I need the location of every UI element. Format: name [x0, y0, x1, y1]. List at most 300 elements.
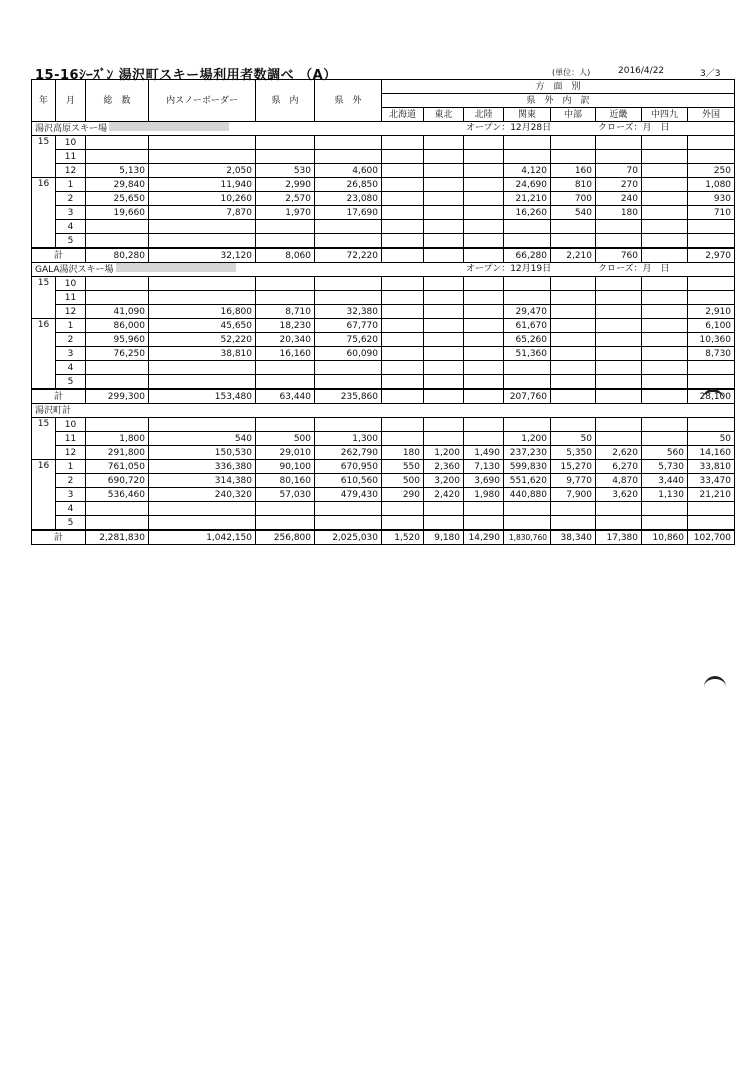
cell-in	[256, 150, 315, 164]
cell-hkr: 7,130	[464, 460, 504, 474]
cell-out: 60,090	[315, 347, 382, 361]
cell-hok: 500	[382, 474, 424, 488]
col-hokuriku: 北陸	[464, 108, 504, 122]
redacted-bar	[109, 122, 229, 131]
cell-for	[688, 502, 735, 516]
cell-hok	[382, 347, 424, 361]
cell-total: 291,800	[86, 446, 149, 460]
cell-hok	[382, 192, 424, 206]
cell-kan: 551,620	[504, 474, 551, 488]
cell-hok	[382, 277, 424, 291]
cell-kan	[504, 502, 551, 516]
cell-total	[86, 418, 149, 432]
month-cell: 4	[56, 361, 86, 375]
cell-kin: 2,620	[596, 446, 642, 460]
cell-kin: 180	[596, 206, 642, 220]
cell-chu: 160	[551, 164, 596, 178]
cell-out	[315, 150, 382, 164]
cell-hkr	[464, 206, 504, 220]
cell-for: 930	[688, 192, 735, 206]
cell-hkr	[464, 319, 504, 333]
cell-out	[315, 220, 382, 234]
cell-in: 500	[256, 432, 315, 446]
cell-chu	[551, 136, 596, 150]
table-row	[32, 446, 735, 460]
cell-kin	[596, 375, 642, 390]
report-date: 2016/4/22	[618, 66, 665, 76]
total-chu: 2,210	[551, 248, 596, 263]
cell-for	[688, 375, 735, 390]
col-out-pref: 県 外	[315, 80, 382, 122]
cell-kin: 270	[596, 178, 642, 192]
section-header	[32, 404, 735, 418]
cell-total: 690,720	[86, 474, 149, 488]
total-csk: 10,860	[642, 530, 688, 545]
cell-kin	[596, 333, 642, 347]
cell-snow	[149, 418, 256, 432]
total-toh	[424, 248, 464, 263]
cell-snow: 52,220	[149, 333, 256, 347]
cell-for	[688, 516, 735, 531]
total-row	[32, 530, 735, 545]
section-header-row	[32, 122, 735, 136]
cell-for: 6,100	[688, 319, 735, 333]
cell-hkr	[464, 333, 504, 347]
cell-kin	[596, 150, 642, 164]
total-toh: 9,180	[424, 530, 464, 545]
table-row	[32, 178, 735, 192]
cell-hkr	[464, 234, 504, 249]
cell-out	[315, 361, 382, 375]
cell-toh	[424, 502, 464, 516]
total-toh	[424, 389, 464, 404]
cell-snow: 7,870	[149, 206, 256, 220]
cell-csk	[642, 150, 688, 164]
cell-total: 95,960	[86, 333, 149, 347]
cell-hkr: 1,980	[464, 488, 504, 502]
cell-out: 32,380	[315, 305, 382, 319]
cell-chu	[551, 361, 596, 375]
cell-kan: 29,470	[504, 305, 551, 319]
cell-in: 18,230	[256, 319, 315, 333]
table-row	[32, 474, 735, 488]
total-in: 8,060	[256, 248, 315, 263]
cell-hok	[382, 375, 424, 390]
cell-hok	[382, 234, 424, 249]
cell-in: 90,100	[256, 460, 315, 474]
cell-chu: 7,900	[551, 488, 596, 502]
cell-kan: 51,360	[504, 347, 551, 361]
year-cell: 15	[32, 418, 56, 460]
cell-chu	[551, 291, 596, 305]
cell-out	[315, 277, 382, 291]
section-name: GALA湯沢スキー場	[35, 265, 114, 275]
cell-for: 33,810	[688, 460, 735, 474]
cell-for: 710	[688, 206, 735, 220]
close-date: クローズ：月 日	[598, 123, 670, 133]
cell-out	[315, 418, 382, 432]
cell-hok: 180	[382, 446, 424, 460]
cell-hok	[382, 333, 424, 347]
total-hok	[382, 248, 424, 263]
cell-snow: 16,800	[149, 305, 256, 319]
cell-hok	[382, 164, 424, 178]
cell-toh	[424, 432, 464, 446]
cell-out: 610,560	[315, 474, 382, 488]
total-chu: 38,340	[551, 530, 596, 545]
table-row	[32, 206, 735, 220]
table-body	[32, 122, 735, 545]
cell-total: 1,800	[86, 432, 149, 446]
table-row	[32, 432, 735, 446]
cell-csk	[642, 277, 688, 291]
total-row	[32, 389, 735, 404]
month-cell: 1	[56, 319, 86, 333]
cell-total: 25,650	[86, 192, 149, 206]
cell-for	[688, 361, 735, 375]
table-row	[32, 277, 735, 291]
cell-kan: 4,120	[504, 164, 551, 178]
cell-total	[86, 375, 149, 390]
total-out: 235,860	[315, 389, 382, 404]
cell-total: 536,460	[86, 488, 149, 502]
cell-snow: 150,530	[149, 446, 256, 460]
cell-for	[688, 150, 735, 164]
cell-csk	[642, 418, 688, 432]
month-cell: 5	[56, 516, 86, 531]
cell-csk	[642, 178, 688, 192]
cell-toh: 2,420	[424, 488, 464, 502]
cell-for	[688, 136, 735, 150]
cell-for	[688, 220, 735, 234]
cell-for: 21,210	[688, 488, 735, 502]
cell-toh	[424, 164, 464, 178]
cell-snow	[149, 291, 256, 305]
cell-csk	[642, 319, 688, 333]
cell-kan	[504, 291, 551, 305]
month-cell: 1	[56, 178, 86, 192]
cell-snow: 10,260	[149, 192, 256, 206]
cell-hok	[382, 502, 424, 516]
table-row	[32, 502, 735, 516]
cell-total: 76,250	[86, 347, 149, 361]
cell-hok	[382, 361, 424, 375]
total-kan: 66,280	[504, 248, 551, 263]
cell-toh	[424, 150, 464, 164]
cell-kan	[504, 220, 551, 234]
col-breakdown: 県 外 内 訳	[382, 94, 735, 108]
col-snowboard: 内スノーボーダー	[149, 80, 256, 122]
cell-csk: 1,130	[642, 488, 688, 502]
cell-csk	[642, 206, 688, 220]
cell-hok	[382, 516, 424, 531]
cell-chu: 50	[551, 432, 596, 446]
table-row	[32, 319, 735, 333]
cell-hkr	[464, 178, 504, 192]
section-header	[32, 122, 735, 136]
cell-chu	[551, 347, 596, 361]
total-hkr	[464, 248, 504, 263]
cell-for: 14,160	[688, 446, 735, 460]
month-cell: 2	[56, 474, 86, 488]
month-cell: 3	[56, 206, 86, 220]
total-kin: 17,380	[596, 530, 642, 545]
cell-kin	[596, 136, 642, 150]
cell-csk	[642, 333, 688, 347]
cell-kan	[504, 277, 551, 291]
cell-toh	[424, 333, 464, 347]
cell-total: 41,090	[86, 305, 149, 319]
cell-out	[315, 291, 382, 305]
cell-hkr: 1,490	[464, 446, 504, 460]
total-row	[32, 248, 735, 263]
cell-out: 75,620	[315, 333, 382, 347]
total-kin	[596, 389, 642, 404]
cell-total: 761,050	[86, 460, 149, 474]
cell-in	[256, 502, 315, 516]
cell-total: 86,000	[86, 319, 149, 333]
cell-hkr	[464, 347, 504, 361]
scan-blotch	[702, 389, 724, 406]
cell-kan: 24,690	[504, 178, 551, 192]
cell-for	[688, 277, 735, 291]
cell-total	[86, 220, 149, 234]
table-row	[32, 460, 735, 474]
cell-snow	[149, 361, 256, 375]
section-header-row	[32, 263, 735, 277]
cell-for: 2,910	[688, 305, 735, 319]
cell-hok	[382, 319, 424, 333]
cell-toh	[424, 305, 464, 319]
cell-hok	[382, 432, 424, 446]
cell-out	[315, 375, 382, 390]
table-row	[32, 164, 735, 178]
cell-hkr	[464, 220, 504, 234]
cell-kan	[504, 418, 551, 432]
col-year: 年	[32, 80, 56, 122]
cell-toh	[424, 418, 464, 432]
section-header	[32, 263, 735, 277]
cell-kin	[596, 305, 642, 319]
cell-kan	[504, 361, 551, 375]
cell-csk	[642, 516, 688, 531]
cell-toh	[424, 206, 464, 220]
cell-hok	[382, 136, 424, 150]
col-month: 月	[56, 80, 86, 122]
cell-hok	[382, 150, 424, 164]
cell-hkr	[464, 164, 504, 178]
cell-snow	[149, 136, 256, 150]
cell-toh: 2,360	[424, 460, 464, 474]
total-total: 80,280	[86, 248, 149, 263]
month-cell: 2	[56, 192, 86, 206]
cell-kan	[504, 136, 551, 150]
cell-csk	[642, 502, 688, 516]
cell-chu: 9,770	[551, 474, 596, 488]
cell-out: 670,950	[315, 460, 382, 474]
month-cell: 10	[56, 418, 86, 432]
col-tohoku: 東北	[424, 108, 464, 122]
col-total: 総 数	[86, 80, 149, 122]
cell-total	[86, 516, 149, 531]
cell-in: 2,570	[256, 192, 315, 206]
cell-in	[256, 418, 315, 432]
cell-snow: 11,940	[149, 178, 256, 192]
cell-hkr	[464, 418, 504, 432]
cell-toh: 1,200	[424, 446, 464, 460]
cell-toh	[424, 220, 464, 234]
cell-in: 57,030	[256, 488, 315, 502]
cell-snow	[149, 220, 256, 234]
cell-csk	[642, 347, 688, 361]
table-row	[32, 305, 735, 319]
year-cell: 16	[32, 319, 56, 390]
cell-total: 19,660	[86, 206, 149, 220]
month-cell: 11	[56, 150, 86, 164]
cell-csk	[642, 234, 688, 249]
table-row	[32, 418, 735, 432]
cell-csk	[642, 164, 688, 178]
cell-in	[256, 516, 315, 531]
cell-in: 29,010	[256, 446, 315, 460]
cell-out	[315, 136, 382, 150]
cell-kan: 61,670	[504, 319, 551, 333]
cell-in: 530	[256, 164, 315, 178]
cell-kin	[596, 291, 642, 305]
cell-toh	[424, 178, 464, 192]
total-csk	[642, 389, 688, 404]
cell-kan	[504, 234, 551, 249]
cell-kan	[504, 516, 551, 531]
cell-csk	[642, 136, 688, 150]
cell-toh	[424, 375, 464, 390]
table-row	[32, 150, 735, 164]
cell-kin: 3,620	[596, 488, 642, 502]
cell-for	[688, 234, 735, 249]
cell-hkr	[464, 361, 504, 375]
col-direction: 方 面 別	[382, 80, 735, 94]
cell-toh	[424, 291, 464, 305]
cell-chu	[551, 418, 596, 432]
unit-label: (単位：人)	[552, 68, 591, 77]
cell-kan: 16,260	[504, 206, 551, 220]
cell-out: 26,850	[315, 178, 382, 192]
cell-kin	[596, 347, 642, 361]
cell-kan: 237,230	[504, 446, 551, 460]
cell-total	[86, 277, 149, 291]
total-out: 2,025,030	[315, 530, 382, 545]
cell-hok	[382, 305, 424, 319]
cell-kan	[504, 150, 551, 164]
total-in: 256,800	[256, 530, 315, 545]
cell-kin: 240	[596, 192, 642, 206]
cell-for	[688, 291, 735, 305]
cell-out	[315, 516, 382, 531]
cell-hok	[382, 418, 424, 432]
cell-in: 20,340	[256, 333, 315, 347]
cell-chu	[551, 220, 596, 234]
cell-kin	[596, 277, 642, 291]
cell-in: 1,970	[256, 206, 315, 220]
total-kin: 760	[596, 248, 642, 263]
cell-out	[315, 234, 382, 249]
cell-csk: 5,730	[642, 460, 688, 474]
cell-chu: 810	[551, 178, 596, 192]
cell-chu	[551, 333, 596, 347]
cell-kan: 21,210	[504, 192, 551, 206]
total-hok: 1,520	[382, 530, 424, 545]
table-row	[32, 488, 735, 502]
cell-chu: 15,270	[551, 460, 596, 474]
cell-chu	[551, 502, 596, 516]
section-header-row	[32, 404, 735, 418]
cell-total	[86, 291, 149, 305]
cell-hkr	[464, 502, 504, 516]
cell-in	[256, 291, 315, 305]
cell-snow: 2,050	[149, 164, 256, 178]
cell-in: 80,160	[256, 474, 315, 488]
cell-kin	[596, 220, 642, 234]
cell-toh	[424, 361, 464, 375]
cell-csk	[642, 432, 688, 446]
total-label: 計	[32, 389, 86, 404]
cell-kan: 65,260	[504, 333, 551, 347]
total-label: 計	[32, 530, 86, 545]
cell-kin	[596, 516, 642, 531]
cell-hok: 290	[382, 488, 424, 502]
col-kanto: 関東	[504, 108, 551, 122]
cell-chu: 5,350	[551, 446, 596, 460]
cell-snow: 38,810	[149, 347, 256, 361]
cell-toh	[424, 136, 464, 150]
total-for: 2,970	[688, 248, 735, 263]
report-title: 15-16ｼｰｽﾞﾝ 湯沢町スキー場利用者数調べ （A）	[35, 68, 337, 83]
cell-chu	[551, 277, 596, 291]
cell-chu	[551, 234, 596, 249]
scan-blotch	[704, 676, 726, 693]
cell-kin: 6,270	[596, 460, 642, 474]
cell-hkr: 3,690	[464, 474, 504, 488]
cell-toh	[424, 234, 464, 249]
cell-kin	[596, 361, 642, 375]
cell-hkr	[464, 305, 504, 319]
month-cell: 10	[56, 277, 86, 291]
cell-chu: 540	[551, 206, 596, 220]
month-cell: 11	[56, 291, 86, 305]
total-for: 102,700	[688, 530, 735, 545]
col-in-pref: 県 内	[256, 80, 315, 122]
total-kan: 207,760	[504, 389, 551, 404]
col-kinki: 近畿	[596, 108, 642, 122]
cell-hok	[382, 178, 424, 192]
year-cell: 15	[32, 277, 56, 319]
cell-hok	[382, 220, 424, 234]
cell-chu	[551, 375, 596, 390]
cell-snow: 336,380	[149, 460, 256, 474]
cell-hkr	[464, 136, 504, 150]
cell-for: 1,080	[688, 178, 735, 192]
total-csk	[642, 248, 688, 263]
cell-snow	[149, 516, 256, 531]
cell-csk	[642, 375, 688, 390]
cell-chu	[551, 305, 596, 319]
table-row	[32, 333, 735, 347]
cell-out: 1,300	[315, 432, 382, 446]
header-row-1	[32, 80, 735, 94]
year-cell: 16	[32, 178, 56, 249]
cell-for: 8,730	[688, 347, 735, 361]
cell-csk: 3,440	[642, 474, 688, 488]
